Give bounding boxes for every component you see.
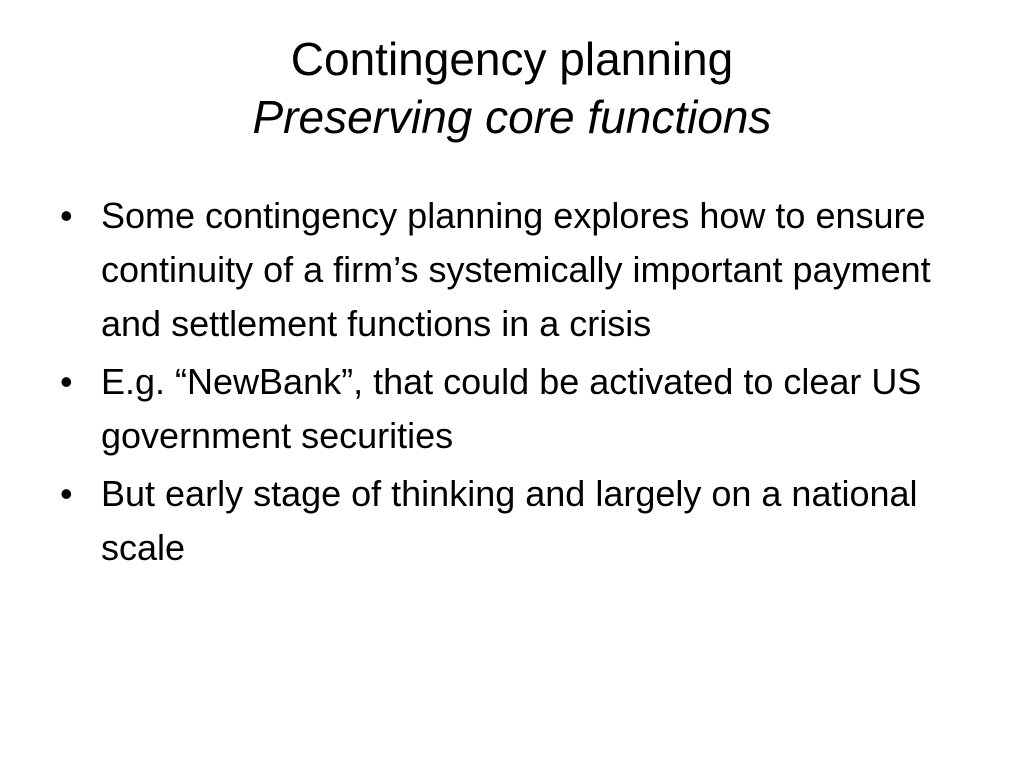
bullet-text: But early stage of thinking and largely on a national scale — [101, 473, 918, 568]
bullet-item — [56, 355, 976, 463]
bullet-item — [56, 467, 976, 575]
bullet-dot-icon: • — [60, 473, 73, 514]
bullet-item — [56, 189, 976, 351]
bullet-dot-icon: • — [60, 195, 73, 236]
slide-title: Contingency planning — [290, 33, 734, 85]
bullet-dot-icon: • — [60, 361, 73, 402]
bullet-text: E.g. “NewBank”, that could be activated to clear US government securities — [101, 361, 922, 456]
bullet-list — [56, 189, 976, 579]
bullet-text: Some contingency planning explores how to ensure continuity of a firm’s systemically important payment and settlement functions in a crisis — [101, 195, 931, 344]
slide-subtitle: Preserving core functions — [252, 91, 772, 143]
slide-title-block — [0, 30, 1024, 146]
